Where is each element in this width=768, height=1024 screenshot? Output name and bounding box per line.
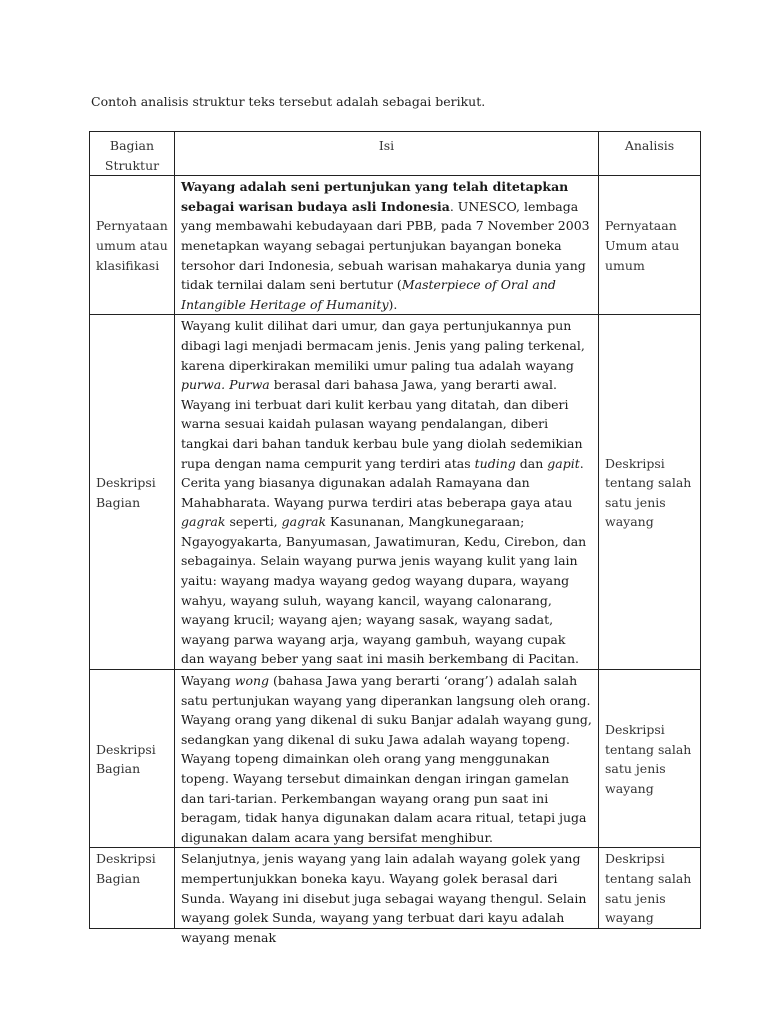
header-bagian-struktur: Bagian Struktur bbox=[90, 132, 175, 176]
isi-text: . UNESCO, lembaga yang membawahi kebudayaan dari PBB, pada 7 November 2003 menetapkan wayang sebagai pertunjukan bayangan boneka tersohor dari Indonesia, sebuah warisan mahakarya dunia yang tidak ternilai dalam seni bertutur ( bbox=[181, 198, 590, 293]
table-row bbox=[90, 176, 701, 315]
cell-bagian: Deskripsi Bagian bbox=[90, 315, 175, 670]
isi-text: ). bbox=[388, 296, 398, 312]
isi-italic-text: purwa. Purwa bbox=[181, 377, 270, 393]
cell-analisis: Pernyataan Umum atau umum bbox=[599, 176, 701, 315]
isi-text: berasal dari bahasa Jawa, yang berarti awal. Wayang ini terbuat dari kulit kerbau yang ditatah, dan diberi warna sesuai kaidah pulasan wayang pendalangan, diberi tangkai dari bahan tanduk kerbau bule yang diolah sedemikian rupa dengan nama cempurit yang terdiri atas bbox=[181, 377, 583, 471]
cell-isi bbox=[175, 848, 599, 945]
table-row bbox=[90, 848, 701, 928]
structure-analysis-table bbox=[89, 131, 701, 945]
cell-bagian: Deskripsi Bagian bbox=[90, 848, 175, 928]
isi-italic-text: gagrak bbox=[281, 514, 327, 530]
cell-isi bbox=[175, 670, 599, 848]
isi-italic-text: gagrak bbox=[181, 514, 226, 530]
intro-text: Contoh analisis struktur teks tersebut adalah sebagai berikut. bbox=[91, 94, 486, 109]
table-header-row bbox=[90, 132, 701, 176]
cell-analisis: Deskripsi tentang salah satu jenis wayang bbox=[599, 848, 701, 928]
isi-text: dan bbox=[515, 455, 548, 471]
isi-text: Selanjutnya, jenis wayang yang lain adalah wayang golek yang mempertunjukkan boneka kayu. Wayang golek berasal dari Sunda. Wayang ini disebut juga sebagai wayang thengul. Selain wayang golek Sunda, wayang yang terbuat dari kayu adalah wayang menak bbox=[181, 851, 587, 945]
table-row bbox=[90, 670, 701, 848]
isi-italic-text: gapit bbox=[547, 455, 580, 471]
table-row bbox=[90, 315, 701, 670]
isi-bold-text: Wayang adalah seni pertunjukan yang telah ditetapkan sebagai warisan budaya asli Indonesia bbox=[181, 179, 569, 214]
isi-text: (bahasa Jawa yang berarti ‘orang’) adalah salah satu pertunjukan wayang yang diperankan langsung oleh orang. Wayang orang yang dikenal di suku Banjar adalah wayang gung, sedangkan yang dikenal di suku Jawa adalah wayang topeng. Wayang topeng dimainkan oleh orang yang menggunakan topeng. Wayang tersebut dimainkan dengan iringan gamelan dan tari-tarian. Perkembangan wayang orang pun saat ini beragam, tidak hanya digunakan dalam acara ritual, tetapi juga digunakan dalam acara yang bersifat menghibur. bbox=[181, 673, 592, 845]
isi-text: Kasunanan, Mangkunegaraan; Ngayogyakarta, Banyumasan, Jawatimuran, Kedu, Cirebon, dan sebagainya. Selain wayang purwa jenis wayang kulit yang lain yaitu: wayang madya wayang gedog wayang dupara, wayang wahyu, wayang suluh, wayang kancil, wayang calonarang, wayang krucil; wayang ajen; wayang sasak, wayang sadat, wayang parwa wayang arja, wayang gambuh, wayang cupak dan wayang beber yang saat ini masih berkembang di Pacitan. bbox=[181, 514, 587, 667]
cell-analisis: Deskripsi tentang salah satu jenis wayang bbox=[599, 315, 701, 670]
cell-isi bbox=[175, 315, 599, 670]
header-analisis: Analisis bbox=[599, 132, 701, 176]
cell-bagian: Deskripsi Bagian bbox=[90, 670, 175, 848]
isi-italic-text: tuding bbox=[474, 455, 516, 471]
isi-text: Wayang bbox=[181, 673, 235, 689]
isi-text: seperti, bbox=[225, 514, 282, 530]
isi-text: . Cerita yang biasanya digunakan adalah Ramayana dan Mahabharata. Wayang purwa terdiri atas beberapa gaya atau bbox=[181, 455, 584, 510]
cell-analisis: Deskripsi tentang salah satu jenis wayang bbox=[599, 670, 701, 848]
header-isi: Isi bbox=[175, 132, 599, 176]
cell-isi bbox=[175, 176, 599, 315]
isi-text: Wayang kulit dilihat dari umur, dan gaya pertunjukannya pun dibagi lagi menjadi bermacam jenis. Jenis yang paling terkenal, karena diperkirakan memiliki umur paling tua adalah wayang bbox=[181, 318, 585, 373]
isi-italic-text: wong bbox=[234, 673, 270, 689]
cell-bagian: Pernyataan umum atau klasifikasi bbox=[90, 176, 175, 315]
isi-italic-text: Masterpiece of Oral and Intangible Heritage of Humanity bbox=[181, 277, 556, 312]
